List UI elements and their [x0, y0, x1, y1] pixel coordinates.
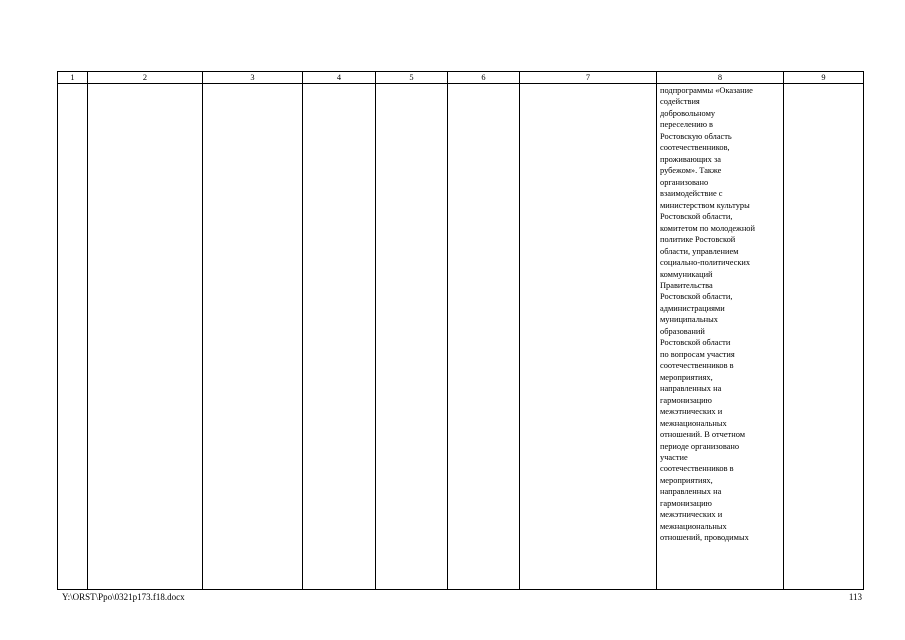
text-line: мероприятиях, — [660, 475, 713, 485]
cell-col-8-text — [657, 84, 783, 544]
cell-col-1 — [58, 84, 88, 590]
col-header-9: 9 — [784, 72, 864, 84]
text-line: Ростовскую область — [660, 131, 732, 141]
text-line: проживающих за — [660, 154, 721, 164]
text-line: Ростовской области, — [660, 212, 733, 222]
text-line: организовано — [660, 177, 709, 187]
text-line: межэтнических и — [660, 510, 723, 520]
text-line: рубежом». Также — [660, 166, 722, 176]
text-line: межэтнических и — [660, 407, 723, 417]
footer-page-number: 113 — [848, 592, 862, 602]
text-line: администрациями — [660, 303, 725, 313]
cell-col-7 — [520, 84, 657, 590]
header-row — [58, 72, 864, 84]
col-header-8: 8 — [657, 72, 784, 84]
text-line: гармонизацию — [660, 498, 712, 508]
cell-col-4 — [303, 84, 376, 590]
text-line: образований — [660, 326, 705, 336]
text-line: взаимодействие с — [660, 189, 723, 199]
text-line: переселению в — [660, 120, 714, 130]
text-line: муниципальных — [660, 315, 718, 325]
col-header-4: 4 — [303, 72, 376, 84]
text-line: соотечественников, — [660, 143, 730, 153]
text-line: подпрограммы «Оказание — [660, 86, 753, 95]
text-line: социально-политических — [660, 258, 751, 268]
text-line: соотечественников в — [660, 361, 734, 371]
text-line: Ростовской области — [660, 338, 731, 348]
footer-file-path: Y:\ORST\Ppo\0321p173.f18.docx — [62, 592, 185, 602]
col-header-3: 3 — [203, 72, 303, 84]
cell-col-5 — [376, 84, 448, 590]
text-line: межнациональных — [660, 521, 727, 531]
text-line: добровольному — [660, 108, 716, 118]
report-table — [57, 71, 864, 590]
cell-col-6 — [448, 84, 520, 590]
text-line: направленных на — [660, 487, 722, 497]
text-line: гармонизацию — [660, 395, 712, 405]
text-line: коммуникаций — [660, 269, 713, 279]
text-line: Правительства — [660, 280, 713, 290]
text-line: комитетом по молодежной — [660, 223, 755, 233]
cell-col-9 — [784, 84, 864, 590]
text-line: мероприятиях, — [660, 372, 713, 382]
col-header-7: 7 — [520, 72, 657, 84]
col-header-5: 5 — [376, 72, 448, 84]
col-header-6: 6 — [448, 72, 520, 84]
cell-col-2 — [88, 84, 203, 590]
table-row — [58, 84, 864, 590]
text-line: Ростовской области, — [660, 292, 733, 302]
text-line: по вопросам участия — [660, 349, 735, 359]
text-line: соотечественников в — [660, 464, 734, 474]
col-header-2: 2 — [88, 72, 203, 84]
text-line: содействия — [660, 97, 700, 107]
text-line: периоде организовано — [660, 441, 740, 451]
text-line: политике Ростовской — [660, 235, 736, 245]
text-line: отношений. В отчетном — [660, 430, 746, 440]
col-header-1: 1 — [58, 72, 88, 84]
text-line: отношений, проводимых — [660, 533, 749, 543]
text-line: межнациональных — [660, 418, 727, 428]
text-line: направленных на — [660, 384, 722, 394]
text-line: участие — [660, 453, 688, 462]
cell-col-8 — [657, 84, 784, 590]
text-line: министерством культуры — [660, 200, 750, 210]
text-line: области, управлением — [660, 246, 739, 256]
cell-col-3 — [203, 84, 303, 590]
